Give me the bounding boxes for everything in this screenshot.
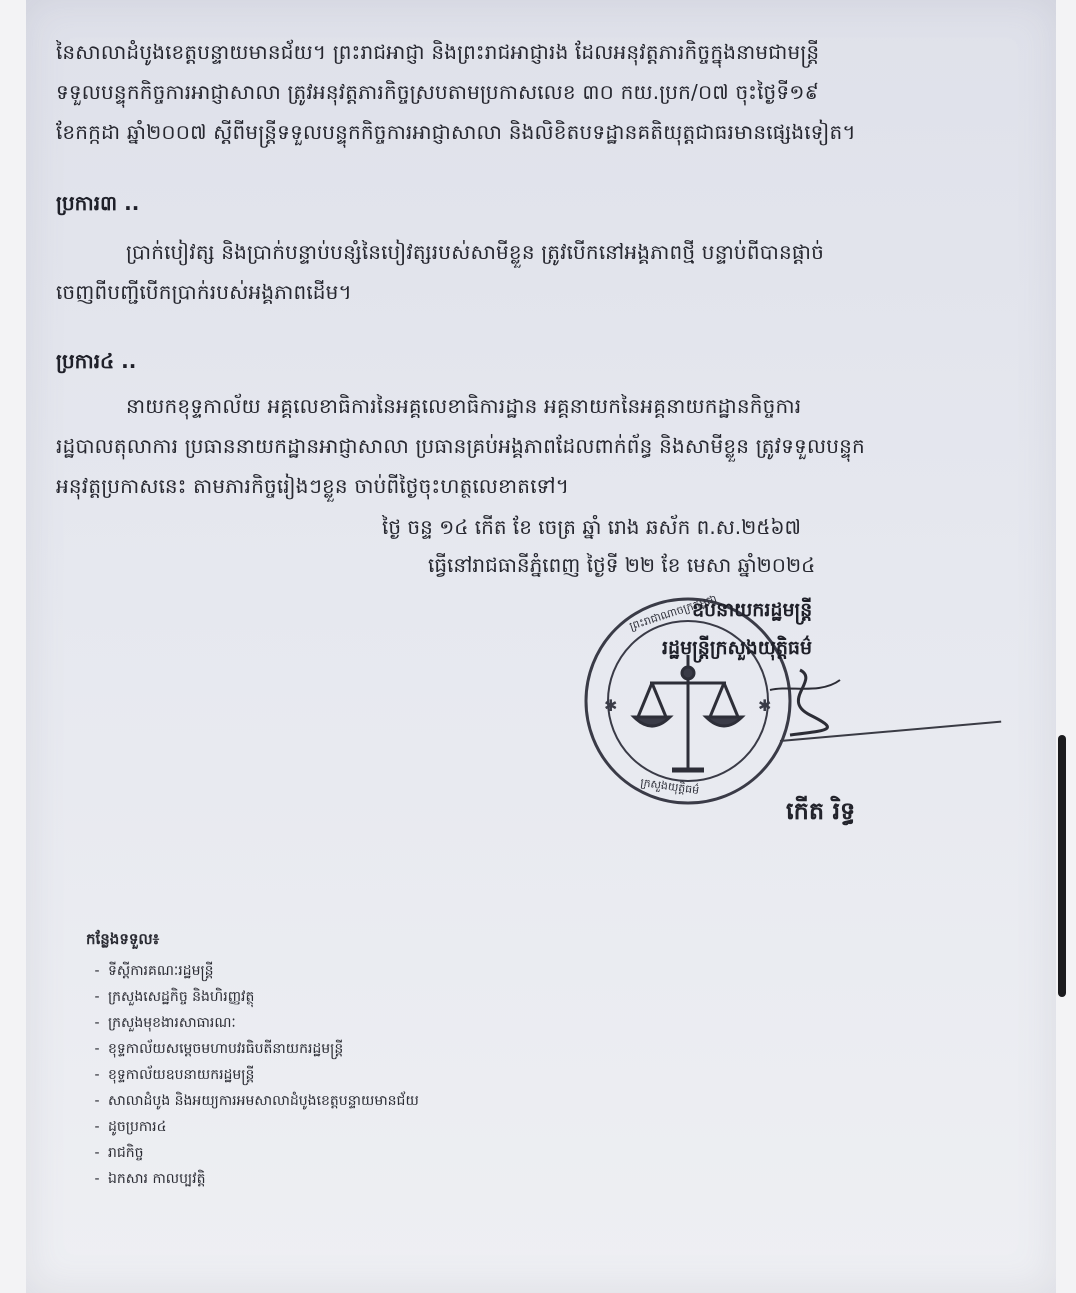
- article3-paragraph: [56, 232, 956, 312]
- recipients-title: កន្លែងទទួល៖: [86, 930, 160, 948]
- text-line: នៃសាលាដំបូងខេត្តបន្ទាយមានជ័យ។ ព្រះរាជអាជ្ញា និងព្រះរាជអាជ្ញារង ដែលអនុវត្តភារកិច្ចក្នុងនាមជាមន្ត្រី: [56, 40, 820, 64]
- intro-paragraph: [56, 32, 956, 152]
- list-item: - សាលាដំបូង និងអយ្យការអមសាលាដំបូងខេត្តបន្ទាយមានជ័យ: [94, 1093, 419, 1109]
- list-item: - ទីស្តីការគណៈរដ្ឋមន្ត្រី: [94, 963, 214, 979]
- handwritten-signature: [760, 660, 850, 740]
- text-line: ខែកក្កដា ឆ្នាំ២០០៧ ស្តីពីមន្ត្រីទទួលបន្ទុកកិច្ចការអាជ្ញាសាលា និងលិខិតបទដ្ឋានគតិយុត្តជាធរមានផ្សេងទៀត។: [56, 120, 856, 144]
- svg-text:✱: ✱: [604, 696, 618, 715]
- list-item: - ឯកសារ កាលប្បវត្តិ: [94, 1171, 206, 1187]
- list-item: - ដូចប្រការ៤: [94, 1119, 167, 1135]
- text-line: អនុវត្តប្រកាសនេះ តាមភារកិច្ចរៀងៗខ្លួន ចាប់ពីថ្ងៃចុះហត្ថលេខាតទៅ។: [56, 474, 570, 498]
- list-item: - រាជកិច្ច: [94, 1145, 144, 1161]
- signer-name: កើត រិទ្ធ: [786, 797, 856, 825]
- list-item: - ក្រសួងសេដ្ឋកិច្ច និងហិរញ្ញវត្ថុ: [94, 989, 255, 1005]
- text-line: នាយកខុទ្ទកាល័យ អគ្គលេខាធិការនៃអគ្គលេខាធិការដ្ឋាន អគ្គនាយកនៃអគ្គនាយកដ្ឋានកិច្ចការ: [126, 394, 802, 418]
- article4-heading: ប្រការ៤ ..: [56, 349, 137, 373]
- text-line: ទទួលបន្ទុកកិច្ចការអាជ្ញាសាលា ត្រូវអនុវត្តភារកិច្ចស្របតាមប្រកាសលេខ ៣០ កយ.ប្រក/០៧ ចុះថ្ងៃទី១៩: [56, 80, 819, 104]
- text-line: រដ្ឋបាលតុលាការ ប្រធាននាយកដ្ឋានអាជ្ញាសាលា ប្រធានគ្រប់អង្គភាពដែលពាក់ព័ន្ធ និងសាមីខ្លួន ត្រូវទទួលបន្ទុក: [56, 434, 865, 458]
- seal-bottom-text: ក្រសួងយុត្តិធម៌: [639, 775, 700, 798]
- place-date: ធ្វើនៅរាជធានីភ្នំពេញ ថ្ងៃទី ២២ ខែ មេសា ឆ្នាំ២០២៤: [428, 553, 816, 577]
- seal-top-text: ព្រះរាជាណាចក្រកម្ពុជា: [627, 592, 719, 633]
- list-item: - ក្រសួងមុខងារសាធារណៈ: [94, 1015, 236, 1031]
- article4-paragraph: [56, 386, 956, 506]
- scrollbar-thumb[interactable]: [1058, 735, 1066, 997]
- signer-title-1: ឧបនាយករដ្ឋមន្ត្រី: [692, 599, 813, 621]
- list-item: - ខុទ្ទកាល័យសម្តេចមហាបវរធិបតីនាយករដ្ឋមន្ត្រី: [94, 1041, 344, 1057]
- signer-title-2: រដ្ឋមន្ត្រីក្រសួងយុត្តិធម៌: [662, 637, 813, 659]
- svg-text:✱: ✱: [758, 696, 772, 715]
- text-line: ចេញពីបញ្ជីបើកប្រាក់របស់អង្គភាពដើម។: [56, 280, 352, 304]
- article3-heading: ប្រការ៣ ..: [56, 191, 140, 215]
- text-line: ប្រាក់បៀវត្ស និងប្រាក់បន្ទាប់បន្សំនៃបៀវត្សរបស់សាមីខ្លួន ត្រូវបើកនៅអង្គភាពថ្មី បន្ទាប់ពីបានផ្តាច់: [126, 240, 824, 264]
- lunar-date: ថ្ងៃ ចន្ទ ១៤ កើត ខែ ចេត្រ ឆ្នាំ រោង ឆស័ក ព.ស.២៥៦៧: [382, 515, 801, 539]
- recipients-list: [86, 930, 506, 1192]
- scales-of-justice-icon: [634, 655, 742, 770]
- list-item: - ខុទ្ទកាល័យឧបនាយករដ្ឋមន្ត្រី: [94, 1067, 255, 1083]
